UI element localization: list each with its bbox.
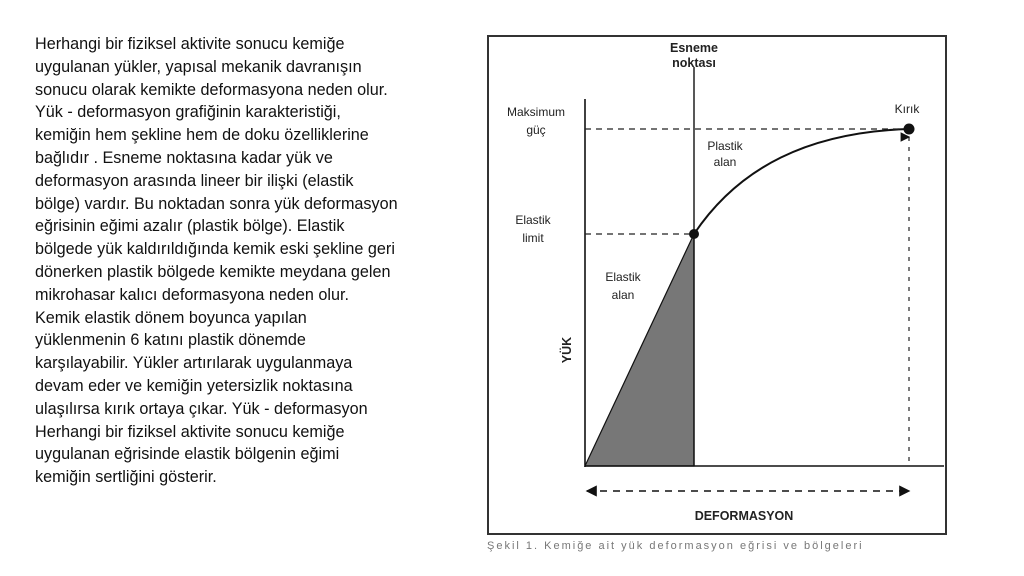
- figure-caption: Şekil 1. Kemiğe ait yük deformasyon eğrisi ve bölgeleri: [487, 540, 864, 552]
- fracture-point: [904, 124, 915, 135]
- text-line: Kemik elastik dönem boyunca yapılan: [35, 308, 307, 327]
- elastic-limit-label-2: limit: [522, 231, 544, 245]
- elastic-region-label-2: alan: [611, 288, 635, 302]
- text-line: eğrisinin eğimi azalır (plastik bölge). Elastik: [35, 217, 345, 236]
- text-line: Herhangi bir fiziksel aktivite sonucu kemiğe: [35, 35, 345, 53]
- text-line: yüklenmenin 6 katını plastik dönemde: [35, 331, 306, 350]
- max-force-label-2: güç: [526, 123, 546, 137]
- text-line: devam eder ve kemiğin yetersizlik noktasına: [35, 376, 353, 395]
- description-text: [35, 33, 475, 489]
- plastic-region-label-1: Plastik: [707, 139, 743, 153]
- text-line: bölge) vardır. Bu noktadan sonra yük deformasyon: [35, 194, 398, 213]
- text-line: ulaşılırsa kırık ortaya çıkar. Yük - deformasyon: [35, 399, 368, 418]
- text-line: dönerken plastik bölgede kemikte meydana gelen: [35, 262, 391, 281]
- text-line: bölgede yük kaldırıldığında kemik eski şekline geri: [35, 240, 395, 259]
- text-line: mikrohasar kalıcı deformasyona neden olur.: [35, 285, 350, 304]
- y-axis-label: YÜK: [560, 336, 574, 364]
- diagram-svg: [489, 37, 945, 533]
- text-line: kemiğin sertliğini gösterir.: [35, 468, 217, 487]
- text-line: kemiğin hem şekline hem de doku özelliklerine: [35, 126, 369, 145]
- text-line: Yük - deformasyon grafiğinin karakteristiği,: [35, 103, 341, 122]
- text-line: uygulanan yükler, yapısal mekanik davranışın: [35, 57, 362, 76]
- yield-point-label-1: Esneme: [670, 41, 718, 55]
- elastic-limit-label-1: Elastik: [515, 213, 551, 227]
- plastic-region-label-2: alan: [713, 155, 737, 169]
- elastic-limit-point: [689, 229, 699, 239]
- x-axis-label: DEFORMASYON: [694, 509, 794, 523]
- elastic-region-fill: [585, 234, 694, 466]
- yield-point-label-2: noktası: [672, 56, 716, 70]
- text-line: deformasyon arasında lineer bir ilişki (elastik: [35, 171, 354, 190]
- text-line: bağlıdır . Esneme noktasına kadar yük ve: [35, 148, 333, 167]
- text-line: Herhangi bir fiziksel aktivite sonucu kemiğe: [35, 422, 345, 441]
- load-deformation-diagram: [487, 35, 947, 535]
- text-line: sonucu olarak kemikte deformasyona neden olur.: [35, 80, 388, 99]
- fracture-label: Kırık: [894, 102, 920, 116]
- elastic-region-label-1: Elastik: [605, 270, 641, 284]
- text-line: karşılayabilir. Yükler artırılarak uygulanmaya: [35, 354, 353, 373]
- max-force-label-1: Maksimum: [506, 105, 566, 119]
- text-line: uygulanan eğrisinde elastik bölgenin eğimi: [35, 445, 340, 464]
